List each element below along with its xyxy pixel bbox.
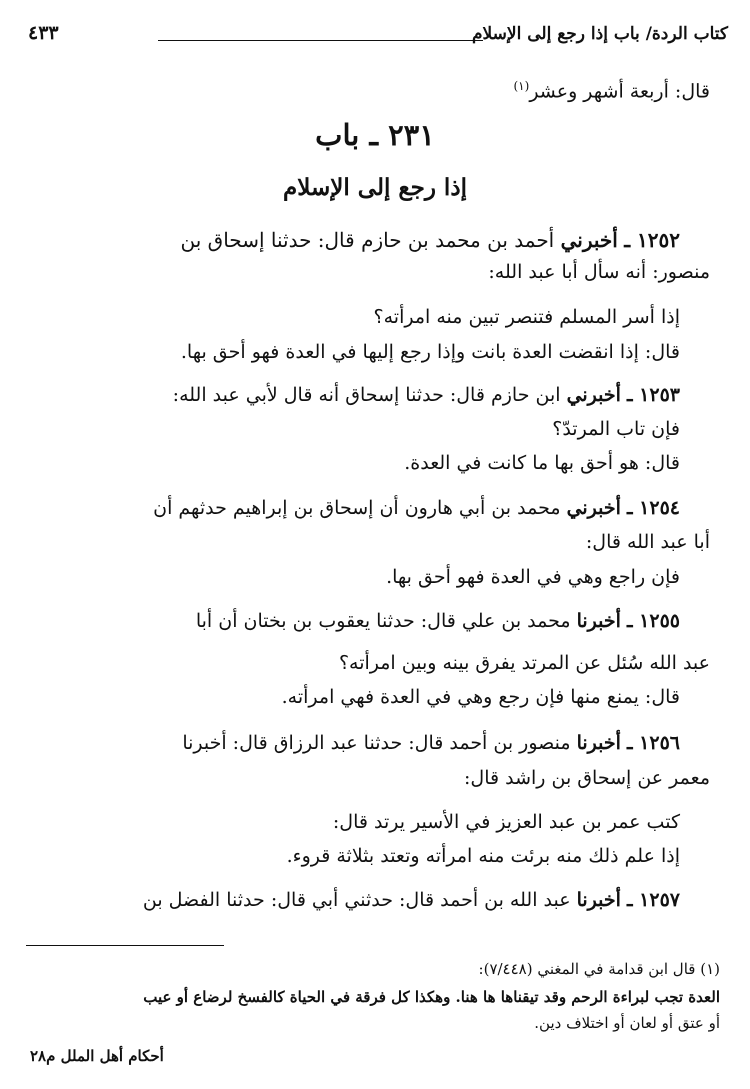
entry-text: أحمد بن محمد بن حازم قال: حدثنا إسحاق بن bbox=[180, 228, 555, 252]
entry-text: عبد الله بن أحمد قال: حدثني أبي قال: حدثنا الفضل بن bbox=[142, 889, 571, 911]
signature-mark: أحكام أهل الملل م٢٨ bbox=[30, 1047, 164, 1065]
entry-number: ١٢٥٣ ـ bbox=[626, 384, 680, 406]
entry-number: ١٢٥٦ ـ bbox=[626, 732, 680, 754]
entry-1254-line-1 bbox=[40, 494, 680, 522]
entry-1257-line-1 bbox=[40, 886, 680, 914]
entry-1256-line-1 bbox=[40, 729, 680, 757]
entry-text: محمد بن أبي هارون أن إسحاق بن إبراهيم حدثهم أن bbox=[153, 497, 561, 519]
entry-1252-body-1: إذا أسر المسلم فتنصر تبين منه امرأته؟ bbox=[373, 306, 680, 328]
footnote-line-2: العدة تجب لبراءة الرحم وقد تيقناها ها هنا. وهكذا كل فرقة في الحياة كالفسخ لرضاع أو عيب bbox=[143, 988, 720, 1006]
footnote-line-3: أو عتق أو لعان أو اختلاف دين. bbox=[534, 1014, 720, 1032]
footnote-ref: (١) bbox=[513, 79, 530, 93]
entry-number: ١٢٥٧ ـ bbox=[626, 889, 680, 911]
page-number: ٤٣٣ bbox=[28, 22, 59, 44]
entry-1255-line-1 bbox=[40, 607, 680, 635]
entry-1252-body-2: قال: إذا انقضت العدة بانت وإذا رجع إليها في العدة فهو أحق بها. bbox=[180, 341, 680, 363]
entry-1256-body-2: إذا علم ذلك منه برئت منه امرأته وتعتد بثلاثة قروء. bbox=[286, 845, 680, 867]
intro-text: قال: أربعة أشهر وعشر bbox=[529, 80, 710, 103]
header-title: كتاب الردة/ باب إذا رجع إلى الإسلام bbox=[472, 24, 728, 44]
entry-1256-line-2: معمر عن إسحاق بن راشد قال: bbox=[464, 767, 710, 789]
entry-number: ١٢٥٥ ـ bbox=[626, 610, 680, 632]
entry-number: ١٢٥٤ ـ bbox=[626, 497, 680, 519]
entry-verb: أخبرنا bbox=[576, 610, 621, 632]
footnote-rule bbox=[26, 945, 224, 946]
chapter-subtitle: إذا رجع إلى الإسلام bbox=[283, 174, 467, 201]
entry-1253-body-2: قال: هو أحق بها ما كانت في العدة. bbox=[404, 452, 680, 474]
entry-verb: أخبرنا bbox=[576, 889, 621, 911]
entry-1254-body-1: فإن راجع وهي في العدة فهو أحق بها. bbox=[386, 566, 680, 588]
entry-verb: أخبرني bbox=[566, 497, 621, 519]
entry-1255-line-2: عبد الله سُئل عن المرتد يفرق بينه وبين امرأته؟ bbox=[338, 652, 710, 674]
footnote-line-1: (١) قال ابن قدامة في المغني (٧/٤٤٨): bbox=[478, 960, 720, 978]
entry-text: ابن حازم قال: حدثنا إسحاق أنه قال لأبي عبد الله: bbox=[172, 384, 561, 406]
entry-1253-line-1 bbox=[40, 381, 680, 409]
entry-verb: أخبرنا bbox=[576, 732, 621, 754]
intro-line bbox=[40, 72, 710, 105]
entry-verb: أخبرني bbox=[560, 228, 618, 252]
entry-verb: أخبرني bbox=[566, 384, 621, 406]
entry-text: محمد بن علي قال: حدثنا يعقوب بن بختان أن أبا bbox=[195, 610, 571, 632]
chapter-title: ٢٣١ ـ باب bbox=[315, 118, 435, 152]
entry-text: منصور بن أحمد قال: حدثنا عبد الرزاق قال: أخبرنا bbox=[182, 732, 571, 754]
entry-1252-line-2: منصور: أنه سأل أبا عبد الله: bbox=[488, 261, 710, 283]
running-header bbox=[28, 20, 728, 54]
entry-1253-body-1: فإن تاب المرتدّ؟ bbox=[552, 418, 680, 440]
entry-1254-line-2: أبا عبد الله قال: bbox=[585, 531, 710, 553]
entry-1256-body-1: كتب عمر بن عبد العزيز في الأسير يرتد قال: bbox=[332, 811, 680, 833]
entry-number: ١٢٥٢ ـ bbox=[624, 228, 680, 252]
entry-1252-line-1 bbox=[40, 226, 680, 254]
entry-1255-body-1: قال: يمنع منها فإن رجع وهي في العدة فهي امرأته. bbox=[281, 686, 680, 708]
header-rule bbox=[158, 40, 483, 41]
